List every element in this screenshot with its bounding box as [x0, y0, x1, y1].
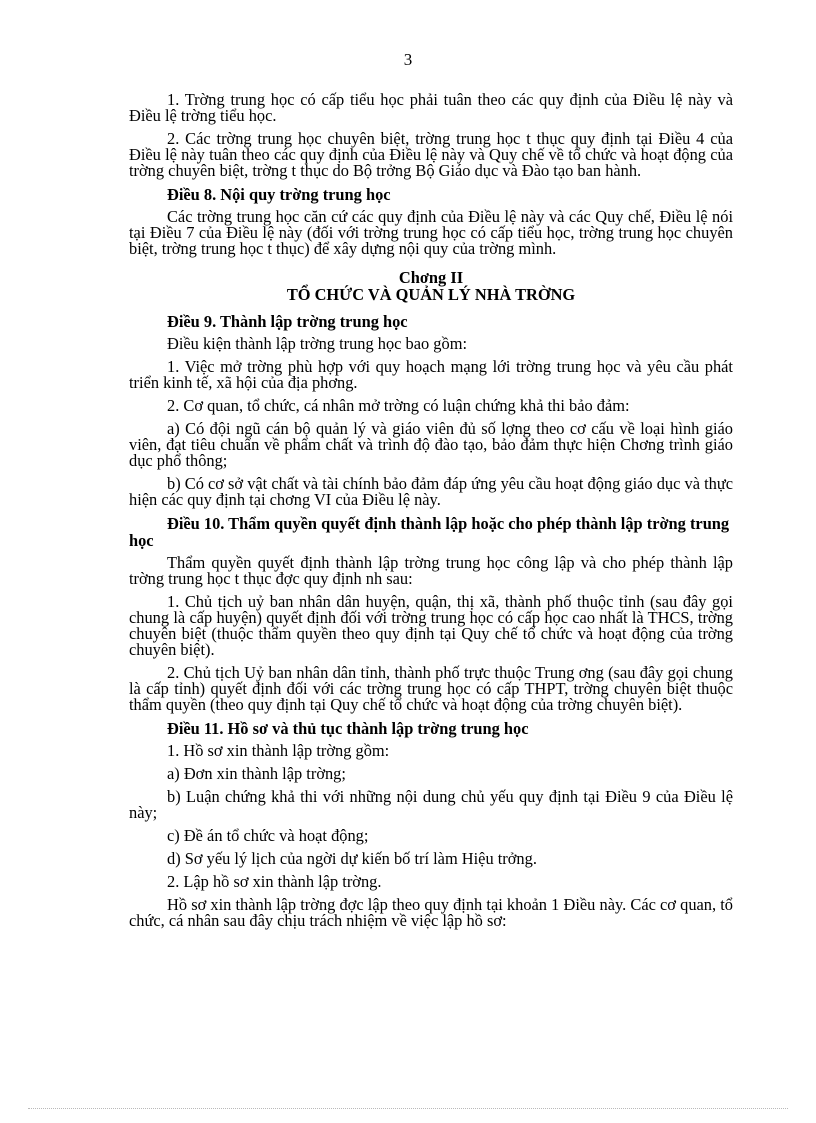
- paragraph: 1. Việc mở trờng phù hợp với quy hoạch mạng lới trờng trung học và yêu cầu phát triển kinh tế, xã hội của địa phơng.: [129, 357, 733, 392]
- paragraph: 2. Các trờng trung học chuyên biệt, trờng trung học t thục quy định tại Điều 4 của Điều lệ này tuân theo các quy định của Điều lệ này và Quy chế về tổ chức và hoạt động của trờng chuyên biệt, trờng t thục do Bộ trởng Bộ Giáo dục và Đào tạo ban hành.: [129, 129, 733, 180]
- paragraph: Các trờng trung học căn cứ các quy định của Điều lệ này và các Quy chế, Điều lệ nói tại Điều 7 của Điều lệ này (đối với trờng trung học có cấp tiểu học, trờng trung học chuyên biệt, trờng trung học t thục) để xây dựng nội quy của trờng mình.: [129, 207, 733, 258]
- paragraph: 2. Cơ quan, tổ chức, cá nhân mở trờng có luận chứng khả thi bảo đảm:: [167, 396, 630, 415]
- article-heading: Điều 9. Thành lập trờng trung học: [167, 312, 408, 331]
- document-body: [129, 92, 733, 936]
- paragraph: Hồ sơ xin thành lập trờng đợc lập theo quy định tại khoản 1 Điều này. Các cơ quan, tổ chức, cá nhân sau đây chịu trách nhiệm về việc lập hồ sơ:: [129, 895, 733, 930]
- paragraph: 2. Chủ tịch Uỷ ban nhân dân tỉnh, thành phố trực thuộc Trung ơng (sau đây gọi chung là cấp tỉnh) quyết định đối với các trờng trung học có cấp THPT, trờng chuyên biệt thuộc thẩm quyền (theo quy định tại Quy chế tổ chức và hoạt động của trờng chuyên biệt).: [129, 663, 733, 714]
- article-heading: Điều 10. Thẩm quyền quyết định thành lập hoặc cho phép thành lập trờng trung học: [129, 514, 730, 550]
- paragraph: Thẩm quyền quyết định thành lập trờng trung học công lập và cho phép thành lập trờng trung học t thục đợc quy định nh sau:: [129, 553, 733, 588]
- page-number: 3: [403, 50, 413, 69]
- article-heading: Điều 11. Hồ sơ và thủ tục thành lập trờng trung học: [167, 719, 529, 738]
- paragraph: 1. Chủ tịch uỷ ban nhân dân huyện, quận, thị xã, thành phố thuộc tỉnh (sau đây gọi chung là cấp huyện) quyết định đối với trờng trung học có cấp học cao nhất là THCS, trờng chuyên biệt (thuộc thẩm quyền theo quy định tại Quy chế tổ chức và hoạt động của trờng chuyên biệt).: [129, 592, 733, 659]
- paragraph: 1. Trờng trung học có cấp tiểu học phải tuân theo các quy định của Điều lệ này và Điều lệ trờng tiểu học.: [129, 90, 733, 125]
- chapter-title: TỔ CHỨC VÀ QUẢN LÝ NHÀ TRỜNG: [286, 285, 576, 304]
- paragraph: d) Sơ yếu lý lịch của ngời dự kiến bố trí làm Hiệu trởng.: [167, 849, 537, 868]
- article-heading: Điều 8. Nội quy trờng trung học: [167, 185, 391, 204]
- chapter-heading: [129, 269, 733, 303]
- chapter-number: Chơng II: [398, 268, 464, 287]
- paragraph: 2. Lập hồ sơ xin thành lập trờng.: [167, 872, 382, 891]
- paragraph: Điều kiện thành lập trờng trung học bao gồm:: [167, 334, 467, 353]
- paragraph: a) Có đội ngũ cán bộ quản lý và giáo viên đủ số lợng theo cơ cấu về loại hình giáo viên, đạt tiêu chuẩn về phẩm chất và trình độ đào tạo, bảo đảm thực hiện Chơng trình giáo dục phổ thông;: [129, 419, 733, 470]
- footer-divider: [28, 1108, 788, 1109]
- paragraph: 1. Hồ sơ xin thành lập trờng gồm:: [167, 741, 390, 760]
- paragraph: c) Đề án tổ chức và hoạt động;: [167, 826, 369, 845]
- paragraph: b) Có cơ sở vật chất và tài chính bảo đảm đáp ứng yêu cầu hoạt động giáo dục và thực hiện các quy định tại chơng VI của Điều lệ này.: [129, 474, 733, 509]
- paragraph: a) Đơn xin thành lập trờng;: [167, 764, 346, 783]
- paragraph: b) Luận chứng khả thi với những nội dung chủ yếu quy định tại Điều 9 của Điều lệ này;: [129, 787, 733, 822]
